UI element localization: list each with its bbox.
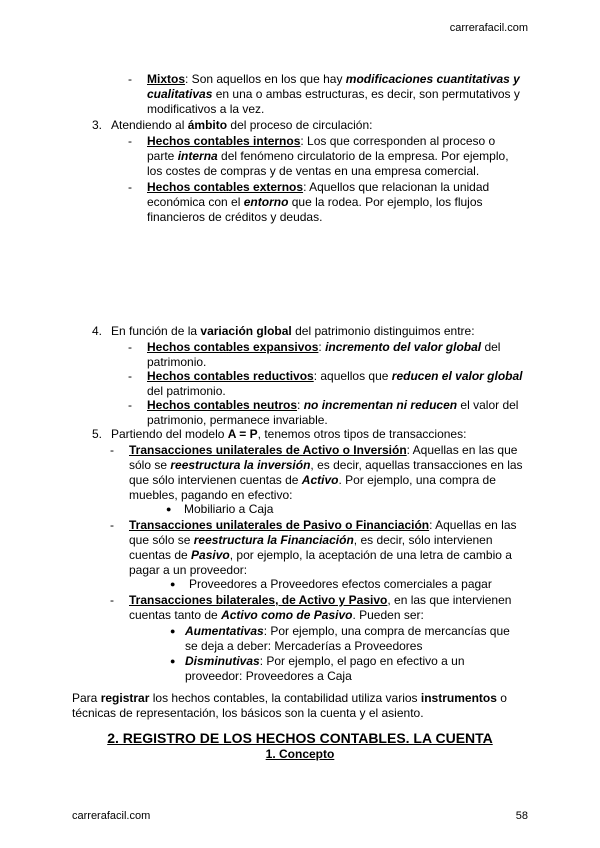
section-subheading: 1. Concepto — [265, 747, 335, 761]
dash-marker: - — [128, 134, 132, 148]
mixtos-paragraph — [147, 72, 532, 117]
expansivos-text-1: : — [318, 340, 326, 354]
expansivos-term: Hechos contables expansivos — [147, 340, 319, 354]
footer-site: carrerafacil.com — [72, 810, 151, 822]
internos-emphasis: interna — [177, 149, 218, 163]
dash-marker: - — [110, 443, 114, 457]
header-site: carrerafacil.com — [449, 22, 528, 34]
item5-bold: A = P — [227, 427, 258, 441]
closing-text-3: o técnicas de representación, los básicos son la cuenta y el asiento. — [72, 691, 507, 720]
externos-text-1: : Aquellos que relacionan la unidad económica con el — [147, 180, 490, 209]
expansivos-emphasis: incremento del valor global — [325, 340, 482, 354]
bilaterales-term: Transacciones bilaterales, de Activo y Pasivo — [129, 593, 388, 607]
activo-text-1: : Aquellas en las que sólo se — [129, 443, 518, 472]
pasivo-example: Proveedores a Proveedores efectos comerciales a pagar — [189, 577, 492, 591]
externos-paragraph — [147, 180, 492, 225]
neutros-emphasis: no incrementan ni reducen — [303, 398, 458, 412]
item4-number: 4. — [92, 324, 103, 338]
internos-text-1: : Los que corresponden al proceso o parte — [147, 134, 496, 163]
dash-marker: - — [128, 72, 132, 86]
bilaterales-paragraph — [129, 593, 529, 623]
dash-marker: - — [128, 398, 132, 412]
bullet-icon: ● — [170, 626, 176, 636]
closing-text-2: los hechos contables, la contabilidad utiliza varios — [149, 691, 421, 705]
aumentativas-text: : Por ejemplo, una compra de mercancías que se deja a deber: Mercaderías a Proveedores — [185, 624, 510, 653]
activo-emphasis-1: reestructura la inversión — [170, 458, 311, 472]
neutros-term: Hechos contables neutros — [147, 398, 298, 412]
item4-text-2: del patrimonio distinguimos entre: — [291, 324, 475, 338]
bullet-icon: ● — [170, 579, 176, 589]
bilaterales-text-1: , en las que intervienen cuentas tanto de — [129, 593, 512, 622]
item3-number: 3. — [92, 118, 103, 132]
closing-paragraph — [72, 691, 534, 721]
pasivo-paragraph — [129, 518, 529, 578]
closing-bold-1: registrar — [100, 691, 150, 705]
mixtos-text-1: : Son aquellos en los que hay — [185, 72, 346, 86]
reductivos-paragraph — [147, 369, 532, 399]
externos-emphasis: entorno — [243, 195, 289, 209]
expansivos-text-2: del patrimonio. — [147, 340, 501, 369]
mixtos-emphasis: modificaciones cuantitativas y cualitativas — [147, 72, 520, 101]
dash-marker: - — [128, 180, 132, 194]
reductivos-emphasis: reducen el valor global — [391, 369, 523, 383]
disminutivas-paragraph — [185, 654, 485, 684]
activo-term: Transacciones unilaterales de Activo o Inversión — [129, 443, 407, 457]
externos-text-2: que la rodea. Por ejemplo, los flujos financieros de créditos y deudas. — [147, 195, 483, 224]
dash-marker: - — [128, 340, 132, 354]
pasivo-text-3: , por ejemplo, la aceptación de una letra de cambio a pagar a un proveedor: — [129, 548, 512, 577]
reductivos-term: Hechos contables reductivos — [147, 369, 314, 383]
activo-text-3: . Por ejemplo, una compra de muebles, pagando en efectivo: — [129, 473, 496, 502]
item4-intro — [111, 324, 531, 339]
internos-term: Hechos contables internos — [147, 134, 301, 148]
activo-text-2: , es decir, aquellas transacciones en las que sólo intervienen cuentas de — [129, 458, 523, 487]
item4-bold: variación global — [200, 324, 292, 338]
activo-example: Mobiliario a Caja — [184, 502, 274, 516]
item3-intro — [111, 118, 531, 133]
expansivos-paragraph — [147, 340, 532, 370]
item5-intro — [111, 427, 531, 442]
activo-paragraph — [129, 443, 529, 503]
pasivo-emphasis-2: Pasivo — [191, 548, 230, 562]
section-heading: 2. REGISTRO DE LOS HECHOS CONTABLES. LA CUENTA — [107, 730, 493, 746]
closing-bold-2: instrumentos — [420, 691, 497, 705]
pasivo-term: Transacciones unilaterales de Pasivo o Financiación — [129, 518, 430, 532]
mixtos-term: Mixtos — [147, 72, 186, 86]
neutros-paragraph — [147, 398, 532, 428]
internos-paragraph — [147, 134, 517, 179]
externos-term: Hechos contables externos — [147, 180, 304, 194]
closing-text-1: Para — [72, 691, 101, 705]
mixtos-text-2: en una o ambas estructuras, es decir, son permutativos y modificativos a la vez. — [147, 87, 520, 116]
item4-text-1: En función de la — [111, 324, 201, 338]
activo-emphasis-2: Activo — [301, 473, 339, 487]
neutros-text-2: el valor del patrimonio, permanece invariable. — [147, 398, 519, 427]
dash-marker: - — [110, 593, 114, 607]
bilaterales-text-2: . Pueden ser: — [352, 608, 424, 622]
item3-text-1: Atendiendo al — [111, 118, 188, 132]
item5-text-1: Partiendo del modelo — [111, 427, 228, 441]
pasivo-text-2: , es decir, sólo intervienen cuentas de — [129, 533, 493, 562]
reductivos-text-2: del patrimonio. — [147, 384, 226, 398]
page-number: 58 — [515, 810, 528, 822]
bullet-icon: ● — [170, 656, 176, 666]
bullet-icon: ● — [166, 504, 172, 514]
aumentativas-term: Aumentativas — [185, 624, 264, 638]
disminutivas-term: Disminutivas — [185, 654, 260, 668]
neutros-text-1: : — [297, 398, 304, 412]
item3-text-2: del proceso de circulación: — [227, 118, 373, 132]
pasivo-text-1: : Aquellas en las que sólo se — [129, 518, 517, 547]
item5-number: 5. — [92, 427, 103, 441]
disminutivas-text: : Por ejemplo, el pago en efectivo a un proveedor: Proveedores a Caja — [185, 654, 465, 683]
item3-bold: ámbito — [187, 118, 228, 132]
bilaterales-emphasis: Activo como de Pasivo — [221, 608, 353, 622]
aumentativas-paragraph — [185, 624, 520, 654]
internos-text-2: del fenómeno circulatorio de la empresa. Por ejemplo, los costes de compras y de ventas en una empresa comercial. — [147, 149, 509, 178]
dash-marker: - — [110, 518, 114, 532]
item5-text-2: , tenemos otros tipos de transacciones: — [257, 427, 467, 441]
dash-marker: - — [128, 369, 132, 383]
reductivos-text-1: : aquellos que — [313, 369, 392, 383]
pasivo-emphasis-1: reestructura la Financiación — [193, 533, 354, 547]
